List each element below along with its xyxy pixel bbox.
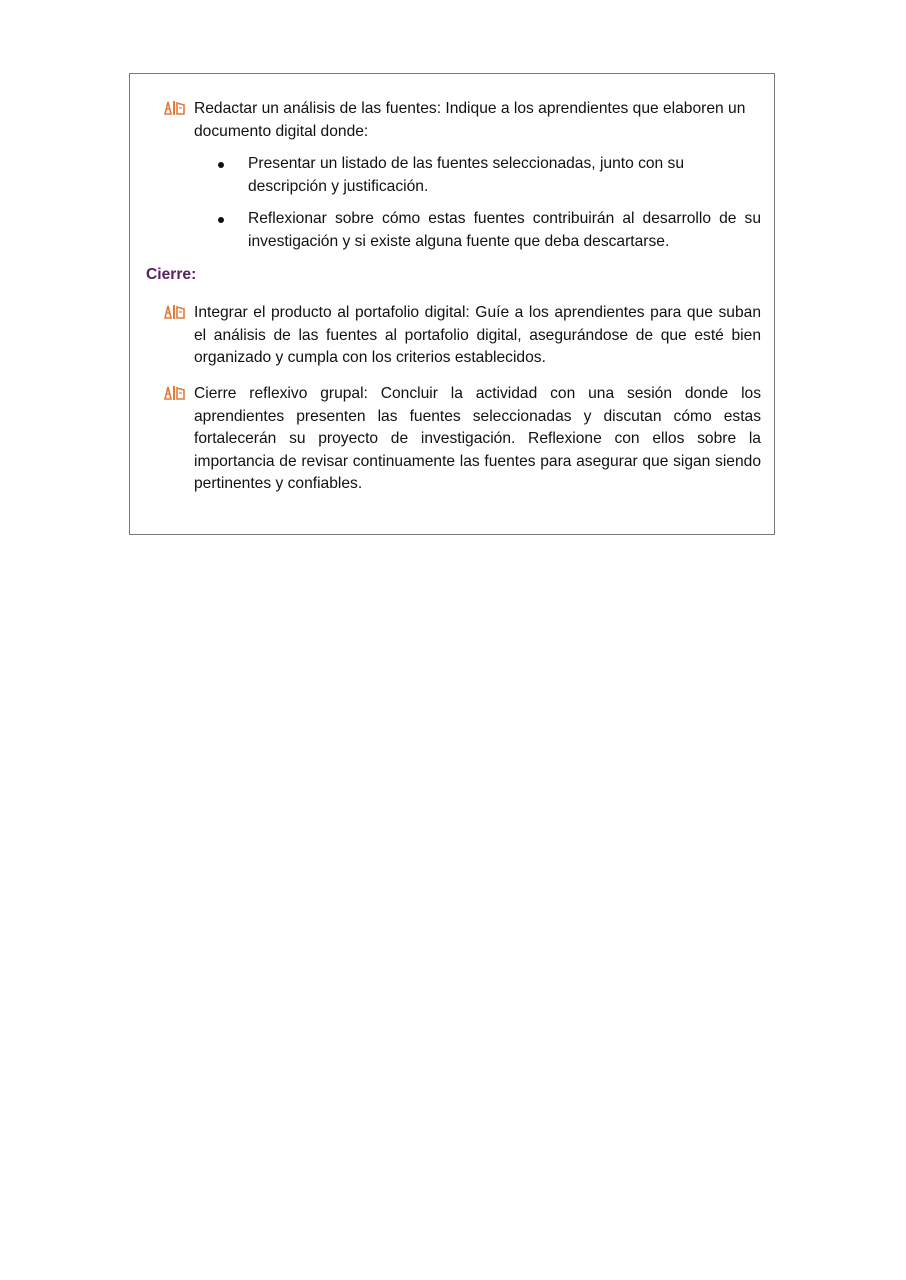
list-item [164, 302, 761, 370]
book-icon [164, 385, 186, 401]
list-item-text: Integrar el producto al portafolio digital: Guíe a los aprendientes para que suban el análisis de las fuentes al portafolio digital, asegurándose de que esté bien organizado y cumpla con los criterios establecidos. [194, 304, 761, 366]
section-heading-cierre: Cierre: [146, 266, 197, 283]
bullet-dot [218, 217, 224, 223]
activity-box [129, 73, 775, 535]
book-icon [164, 304, 186, 320]
book-icon [164, 100, 186, 116]
list-item [164, 383, 761, 496]
list-item-text: Cierre reflexivo grupal: Concluir la actividad con una sesión donde los aprendientes presenten las fuentes seleccionadas y discutan cómo estas fortalecerán su proyecto de investigación. Reflexione con ellos sobre la importancia de revisar continuamente las fuentes para asegurar que sigan siendo pertinentes y confiables. [194, 385, 761, 492]
list-item [164, 98, 761, 143]
sub-list-item-text: Reflexionar sobre cómo estas fuentes contribuirán al desarrollo de su investigación y si existe alguna fuente que deba descartarse. [248, 210, 761, 250]
sub-list-item [218, 153, 761, 198]
sub-list-item-text: Presentar un listado de las fuentes seleccionadas, junto con su descripción y justificación. [248, 155, 685, 195]
sub-list-item [218, 208, 761, 253]
list-item-text: Redactar un análisis de las fuentes: Indique a los aprendientes que elaboren un documento digital donde: [194, 100, 746, 140]
bullet-dot [218, 162, 224, 168]
